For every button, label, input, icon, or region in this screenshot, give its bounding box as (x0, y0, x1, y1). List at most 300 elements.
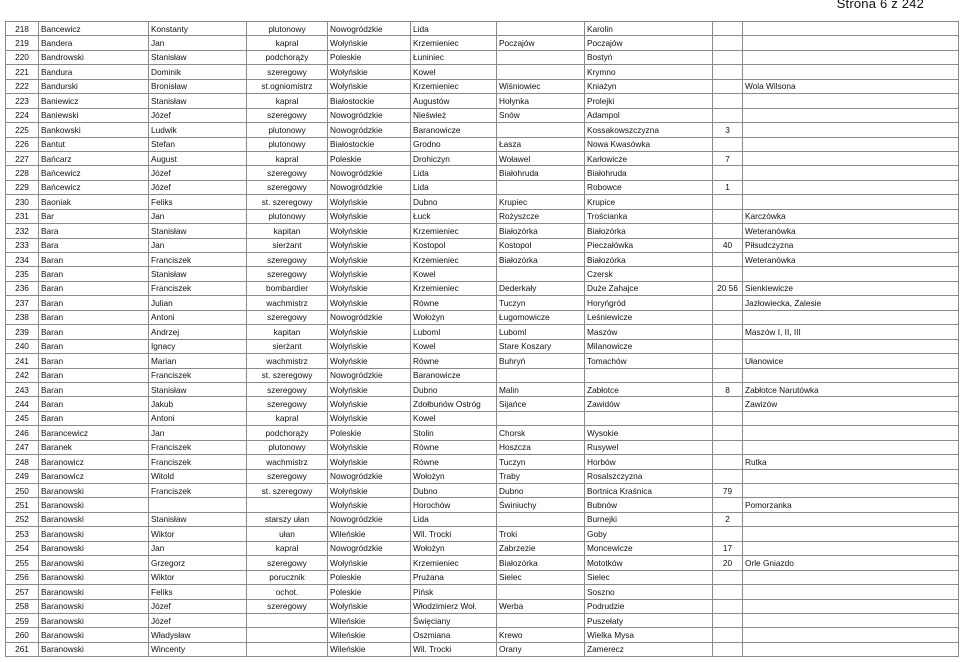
rank-cell: szeregowy (247, 382, 328, 396)
first-name-cell: Wincenty (149, 642, 247, 656)
settlement-cell: Nowa Kwasówka (585, 137, 713, 151)
table-row (6, 556, 959, 570)
commune-cell: Ługomowicze (497, 310, 585, 324)
table-row (6, 599, 959, 613)
surname-cell: Bandurski (39, 79, 149, 93)
settlement-cell: Poczajów (585, 36, 713, 50)
voivodeship-cell: Wołyńskie (328, 238, 411, 252)
voivodeship-cell: Wołyńskie (328, 267, 411, 281)
colony-cell (743, 541, 959, 555)
commune-cell (497, 368, 585, 382)
plot-number-cell: 20 56 (713, 281, 743, 295)
surname-cell: Bańcarz (39, 151, 149, 165)
record-number-cell: 237 (6, 296, 39, 310)
plot-number-cell (713, 108, 743, 122)
plot-number-cell (713, 253, 743, 267)
settlement-cell: Kniażyn (585, 79, 713, 93)
record-number-cell: 251 (6, 498, 39, 512)
commune-cell: Buhryń (497, 354, 585, 368)
record-number-cell: 224 (6, 108, 39, 122)
rank-cell: kapral (247, 36, 328, 50)
rank-cell: kapitan (247, 325, 328, 339)
colony-cell: Weteranówka (743, 253, 959, 267)
voivodeship-cell: Wołyńskie (328, 281, 411, 295)
table-row (6, 541, 959, 555)
settlement-cell: Horyńgród (585, 296, 713, 310)
table-row (6, 368, 959, 382)
colony-cell (743, 65, 959, 79)
voivodeship-cell: Nowogródzkie (328, 166, 411, 180)
colony-cell: Rutka (743, 455, 959, 469)
first-name-cell: Stanisław (149, 267, 247, 281)
plot-number-cell (713, 36, 743, 50)
surname-cell: Baran (39, 310, 149, 324)
first-name-cell: Julian (149, 296, 247, 310)
table-row (6, 498, 959, 512)
first-name-cell: Franciszek (149, 253, 247, 267)
rank-cell: kapral (247, 541, 328, 555)
plot-number-cell (713, 50, 743, 64)
plot-number-cell: 79 (713, 484, 743, 498)
rank-cell: szeregowy (247, 556, 328, 570)
surname-cell: Baranowski (39, 599, 149, 613)
voivodeship-cell: Białostockie (328, 137, 411, 151)
commune-cell: Malin (497, 382, 585, 396)
first-name-cell: Stanisław (149, 382, 247, 396)
plot-number-cell (713, 469, 743, 483)
commune-cell (497, 22, 585, 36)
voivodeship-cell: Wołyńskie (328, 339, 411, 353)
rank-cell: plutonowy (247, 209, 328, 223)
voivodeship-cell: Poleskie (328, 426, 411, 440)
commune-cell (497, 585, 585, 599)
surname-cell: Bańcewicz (39, 166, 149, 180)
table-row (6, 325, 959, 339)
surname-cell: Bankowski (39, 123, 149, 137)
rank-cell: szeregowy (247, 253, 328, 267)
commune-cell (497, 411, 585, 425)
colony-cell (743, 310, 959, 324)
first-name-cell: Józef (149, 166, 247, 180)
table-row (6, 570, 959, 584)
rank-cell: wachmistrz (247, 296, 328, 310)
rank-cell (247, 498, 328, 512)
record-number-cell: 243 (6, 382, 39, 396)
voivodeship-cell: Wołyńskie (328, 354, 411, 368)
colony-cell (743, 426, 959, 440)
voivodeship-cell: Wołyńskie (328, 440, 411, 454)
first-name-cell: Feliks (149, 585, 247, 599)
settlement-cell: Rosalszczyzna (585, 469, 713, 483)
settlement-cell: Mototków (585, 556, 713, 570)
plot-number-cell: 2 (713, 512, 743, 526)
county-cell: Równe (411, 440, 497, 454)
plot-number-cell: 8 (713, 382, 743, 396)
table-row (6, 209, 959, 223)
surname-cell: Baranowski (39, 541, 149, 555)
county-cell: Równe (411, 296, 497, 310)
county-cell: Nieśwież (411, 108, 497, 122)
colony-cell: Jazłowiecka, Zalesie (743, 296, 959, 310)
record-number-cell: 236 (6, 281, 39, 295)
first-name-cell: Stanisław (149, 224, 247, 238)
plot-number-cell (713, 224, 743, 238)
settlement-cell: Sielec (585, 570, 713, 584)
county-cell: Grodno (411, 137, 497, 151)
settlement-cell: Krupice (585, 195, 713, 209)
plot-number-cell (713, 570, 743, 584)
voivodeship-cell: Wileńskie (328, 642, 411, 656)
colony-cell (743, 339, 959, 353)
rank-cell: bombardier (247, 281, 328, 295)
plot-number-cell (713, 310, 743, 324)
surname-cell: Baran (39, 411, 149, 425)
rank-cell: szeregowy (247, 267, 328, 281)
table-row (6, 137, 959, 151)
voivodeship-cell: Wołyńskie (328, 556, 411, 570)
plot-number-cell (713, 628, 743, 642)
county-cell: Dubno (411, 484, 497, 498)
voivodeship-cell: Nowogródzkie (328, 22, 411, 36)
first-name-cell: Władysław (149, 628, 247, 642)
county-cell: Horochów (411, 498, 497, 512)
record-number-cell: 242 (6, 368, 39, 382)
commune-cell: Białozórka (497, 224, 585, 238)
record-number-cell: 247 (6, 440, 39, 454)
settlement-cell: Adampol (585, 108, 713, 122)
table-row (6, 628, 959, 642)
record-number-cell: 250 (6, 484, 39, 498)
surname-cell: Barancewicz (39, 426, 149, 440)
plot-number-cell (713, 94, 743, 108)
rank-cell (247, 613, 328, 627)
plot-number-cell: 7 (713, 151, 743, 165)
settlement-cell: Karolin (585, 22, 713, 36)
rank-cell: kapral (247, 151, 328, 165)
first-name-cell: Witold (149, 469, 247, 483)
colony-cell (743, 22, 959, 36)
rank-cell: wachmistrz (247, 455, 328, 469)
rank-cell: szeregowy (247, 599, 328, 613)
commune-cell: Białozórka (497, 253, 585, 267)
rank-cell: szeregowy (247, 310, 328, 324)
surname-cell: Baranowski (39, 613, 149, 627)
first-name-cell: Franciszek (149, 455, 247, 469)
first-name-cell: Stanisław (149, 94, 247, 108)
surname-cell: Bar (39, 209, 149, 223)
commune-cell: Troki (497, 527, 585, 541)
rank-cell: szeregowy (247, 180, 328, 194)
first-name-cell: Stanisław (149, 50, 247, 64)
record-number-cell: 220 (6, 50, 39, 64)
settlement-cell: Wysokie (585, 426, 713, 440)
colony-cell: Orle Gniazdo (743, 556, 959, 570)
table-body (6, 22, 959, 657)
table-row (6, 65, 959, 79)
colony-cell (743, 137, 959, 151)
voivodeship-cell: Nowogródzkie (328, 310, 411, 324)
commune-cell: Krupiec (497, 195, 585, 209)
first-name-cell: Antoni (149, 310, 247, 324)
first-name-cell: Franciszek (149, 368, 247, 382)
colony-cell (743, 527, 959, 541)
record-number-cell: 226 (6, 137, 39, 151)
voivodeship-cell: Wołyńskie (328, 325, 411, 339)
voivodeship-cell: Nowogródzkie (328, 123, 411, 137)
rank-cell: plutonowy (247, 123, 328, 137)
commune-cell: Świniuchy (497, 498, 585, 512)
colony-cell (743, 628, 959, 642)
commune-cell: Stare Koszary (497, 339, 585, 353)
surname-cell: Baranowski (39, 512, 149, 526)
surname-cell: Baran (39, 253, 149, 267)
county-cell: Wil. Trocki (411, 527, 497, 541)
commune-cell: Werba (497, 599, 585, 613)
rank-cell: st. szeregowy (247, 368, 328, 382)
commune-cell (497, 123, 585, 137)
county-cell: Łuck (411, 209, 497, 223)
first-name-cell: Dominik (149, 65, 247, 79)
surname-cell: Bańcewicz (39, 180, 149, 194)
plot-number-cell (713, 65, 743, 79)
settlement-cell: Wielka Mysa (585, 628, 713, 642)
commune-cell (497, 50, 585, 64)
settlement-cell: Goby (585, 527, 713, 541)
record-number-cell: 219 (6, 36, 39, 50)
first-name-cell: Józef (149, 599, 247, 613)
first-name-cell: Stefan (149, 137, 247, 151)
record-number-cell: 255 (6, 556, 39, 570)
first-name-cell: Wiktor (149, 527, 247, 541)
rank-cell: plutonowy (247, 440, 328, 454)
record-number-cell: 248 (6, 455, 39, 469)
first-name-cell: Franciszek (149, 484, 247, 498)
commune-cell: Białohruda (497, 166, 585, 180)
plot-number-cell: 1 (713, 180, 743, 194)
settlement-cell: Białozórka (585, 224, 713, 238)
voivodeship-cell: Wołyńskie (328, 498, 411, 512)
county-cell: Lida (411, 166, 497, 180)
county-cell: Równe (411, 455, 497, 469)
table-row (6, 527, 959, 541)
county-cell: Drohiczyn (411, 151, 497, 165)
surname-cell: Bandera (39, 36, 149, 50)
record-number-cell: 234 (6, 253, 39, 267)
voivodeship-cell: Nowogródzkie (328, 512, 411, 526)
table-row (6, 94, 959, 108)
colony-cell: Piłsudczyzna (743, 238, 959, 252)
county-cell: Prużana (411, 570, 497, 584)
page-header: Strona 6 z 242 (836, 0, 924, 11)
table-row (6, 253, 959, 267)
rank-cell: ochot. (247, 585, 328, 599)
settlement-cell (585, 368, 713, 382)
table-row (6, 310, 959, 324)
rank-cell: kapitan (247, 224, 328, 238)
plot-number-cell (713, 455, 743, 469)
colony-cell (743, 599, 959, 613)
settlement-cell: Kossakowszczyzna (585, 123, 713, 137)
settlement-cell: Maszów (585, 325, 713, 339)
commune-cell (497, 267, 585, 281)
county-cell: Augustów (411, 94, 497, 108)
voivodeship-cell: Poleskie (328, 50, 411, 64)
settlement-cell: Białozórka (585, 253, 713, 267)
colony-cell (743, 585, 959, 599)
commune-cell: Sijańce (497, 397, 585, 411)
surname-cell: Baran (39, 354, 149, 368)
table-row (6, 339, 959, 353)
voivodeship-cell: Nowogródzkie (328, 368, 411, 382)
surname-cell: Baranowski (39, 527, 149, 541)
surname-cell: Baoniak (39, 195, 149, 209)
plot-number-cell (713, 411, 743, 425)
rank-cell: st. szeregowy (247, 484, 328, 498)
first-name-cell: Franciszek (149, 281, 247, 295)
surname-cell: Bandura (39, 65, 149, 79)
voivodeship-cell: Wołyńskie (328, 296, 411, 310)
colony-cell (743, 469, 959, 483)
plot-number-cell (713, 22, 743, 36)
first-name-cell: Feliks (149, 195, 247, 209)
county-cell: Stolin (411, 426, 497, 440)
settlement-cell: Duże Zahajce (585, 281, 713, 295)
first-name-cell: Józef (149, 108, 247, 122)
colony-cell (743, 123, 959, 137)
record-number-cell: 229 (6, 180, 39, 194)
colony-cell: Karczówka (743, 209, 959, 223)
rank-cell (247, 628, 328, 642)
voivodeship-cell: Wołyńskie (328, 65, 411, 79)
settlement-cell: Soszno (585, 585, 713, 599)
county-cell: Równe (411, 354, 497, 368)
rank-cell: st.ogniomistrz (247, 79, 328, 93)
table-row (6, 22, 959, 36)
commune-cell: Luboml (497, 325, 585, 339)
table-row (6, 281, 959, 295)
record-number-cell: 231 (6, 209, 39, 223)
first-name-cell: Ignacy (149, 339, 247, 353)
record-number-cell: 222 (6, 79, 39, 93)
plot-number-cell: 17 (713, 541, 743, 555)
settlement-cell: Trościanka (585, 209, 713, 223)
county-cell: Wołożyn (411, 541, 497, 555)
surname-cell: Bandrowski (39, 50, 149, 64)
surname-cell: Baranowicz (39, 455, 149, 469)
record-number-cell: 227 (6, 151, 39, 165)
voivodeship-cell: Wołyńskie (328, 455, 411, 469)
plot-number-cell (713, 426, 743, 440)
commune-cell: Poczajów (497, 36, 585, 50)
county-cell: Zdołbunów Ostróg (411, 397, 497, 411)
record-number-cell: 225 (6, 123, 39, 137)
rank-cell: podchorąży (247, 426, 328, 440)
surname-cell: Bancewicz (39, 22, 149, 36)
record-number-cell: 261 (6, 642, 39, 656)
county-cell: Wołożyn (411, 310, 497, 324)
table-row (6, 613, 959, 627)
surname-cell: Baran (39, 281, 149, 295)
commune-cell: Dubno (497, 484, 585, 498)
first-name-cell: Jan (149, 36, 247, 50)
first-name-cell: August (149, 151, 247, 165)
colony-cell: Weteranówka (743, 224, 959, 238)
record-number-cell: 238 (6, 310, 39, 324)
plot-number-cell (713, 209, 743, 223)
rank-cell: sierżant (247, 339, 328, 353)
table-row (6, 642, 959, 656)
plot-number-cell: 3 (713, 123, 743, 137)
record-number-cell: 256 (6, 570, 39, 584)
settlement-cell: Prolejki (585, 94, 713, 108)
voivodeship-cell: Nowogródzkie (328, 541, 411, 555)
surname-cell: Baranek (39, 440, 149, 454)
table-row (6, 166, 959, 180)
colony-cell (743, 440, 959, 454)
surname-cell: Baranowski (39, 484, 149, 498)
record-number-cell: 233 (6, 238, 39, 252)
table-row (6, 469, 959, 483)
surname-cell: Baranowski (39, 642, 149, 656)
county-cell: Krzemieniec (411, 281, 497, 295)
voivodeship-cell: Wołyńskie (328, 79, 411, 93)
commune-cell: Rożyszcze (497, 209, 585, 223)
table-row (6, 50, 959, 64)
rank-cell (247, 642, 328, 656)
colony-cell (743, 484, 959, 498)
county-cell: Wołożyn (411, 469, 497, 483)
table-row (6, 79, 959, 93)
colony-cell (743, 151, 959, 165)
record-number-cell: 240 (6, 339, 39, 353)
table-row (6, 512, 959, 526)
settlement-cell: Pieczałówka (585, 238, 713, 252)
voivodeship-cell: Wołyńskie (328, 36, 411, 50)
table-row (6, 224, 959, 238)
settlement-cell: Rusywel (585, 440, 713, 454)
settlement-cell: Bortnica Kraśnica (585, 484, 713, 498)
commune-cell: Hołynka (497, 94, 585, 108)
surname-cell: Baniewicz (39, 94, 149, 108)
commune-cell: Zabrzezie (497, 541, 585, 555)
table-row (6, 585, 959, 599)
rank-cell: szeregowy (247, 469, 328, 483)
surname-cell: Baran (39, 267, 149, 281)
colony-cell (743, 368, 959, 382)
record-number-cell: 239 (6, 325, 39, 339)
settlement-cell: Robowce (585, 180, 713, 194)
surname-cell: Bara (39, 238, 149, 252)
record-number-cell: 252 (6, 512, 39, 526)
colony-cell (743, 195, 959, 209)
commune-cell: Białozórka (497, 556, 585, 570)
rank-cell: szeregowy (247, 108, 328, 122)
surname-cell: Bara (39, 224, 149, 238)
table-row (6, 36, 959, 50)
voivodeship-cell: Nowogródzkie (328, 180, 411, 194)
surname-cell: Baran (39, 397, 149, 411)
commune-cell: Dederkały (497, 281, 585, 295)
colony-cell (743, 411, 959, 425)
colony-cell: Sienkiewicze (743, 281, 959, 295)
commune-cell: Orany (497, 642, 585, 656)
surname-cell: Baranowski (39, 498, 149, 512)
plot-number-cell (713, 527, 743, 541)
voivodeship-cell: Wileńskie (328, 628, 411, 642)
first-name-cell (149, 498, 247, 512)
plot-number-cell (713, 325, 743, 339)
surname-cell: Bantut (39, 137, 149, 151)
